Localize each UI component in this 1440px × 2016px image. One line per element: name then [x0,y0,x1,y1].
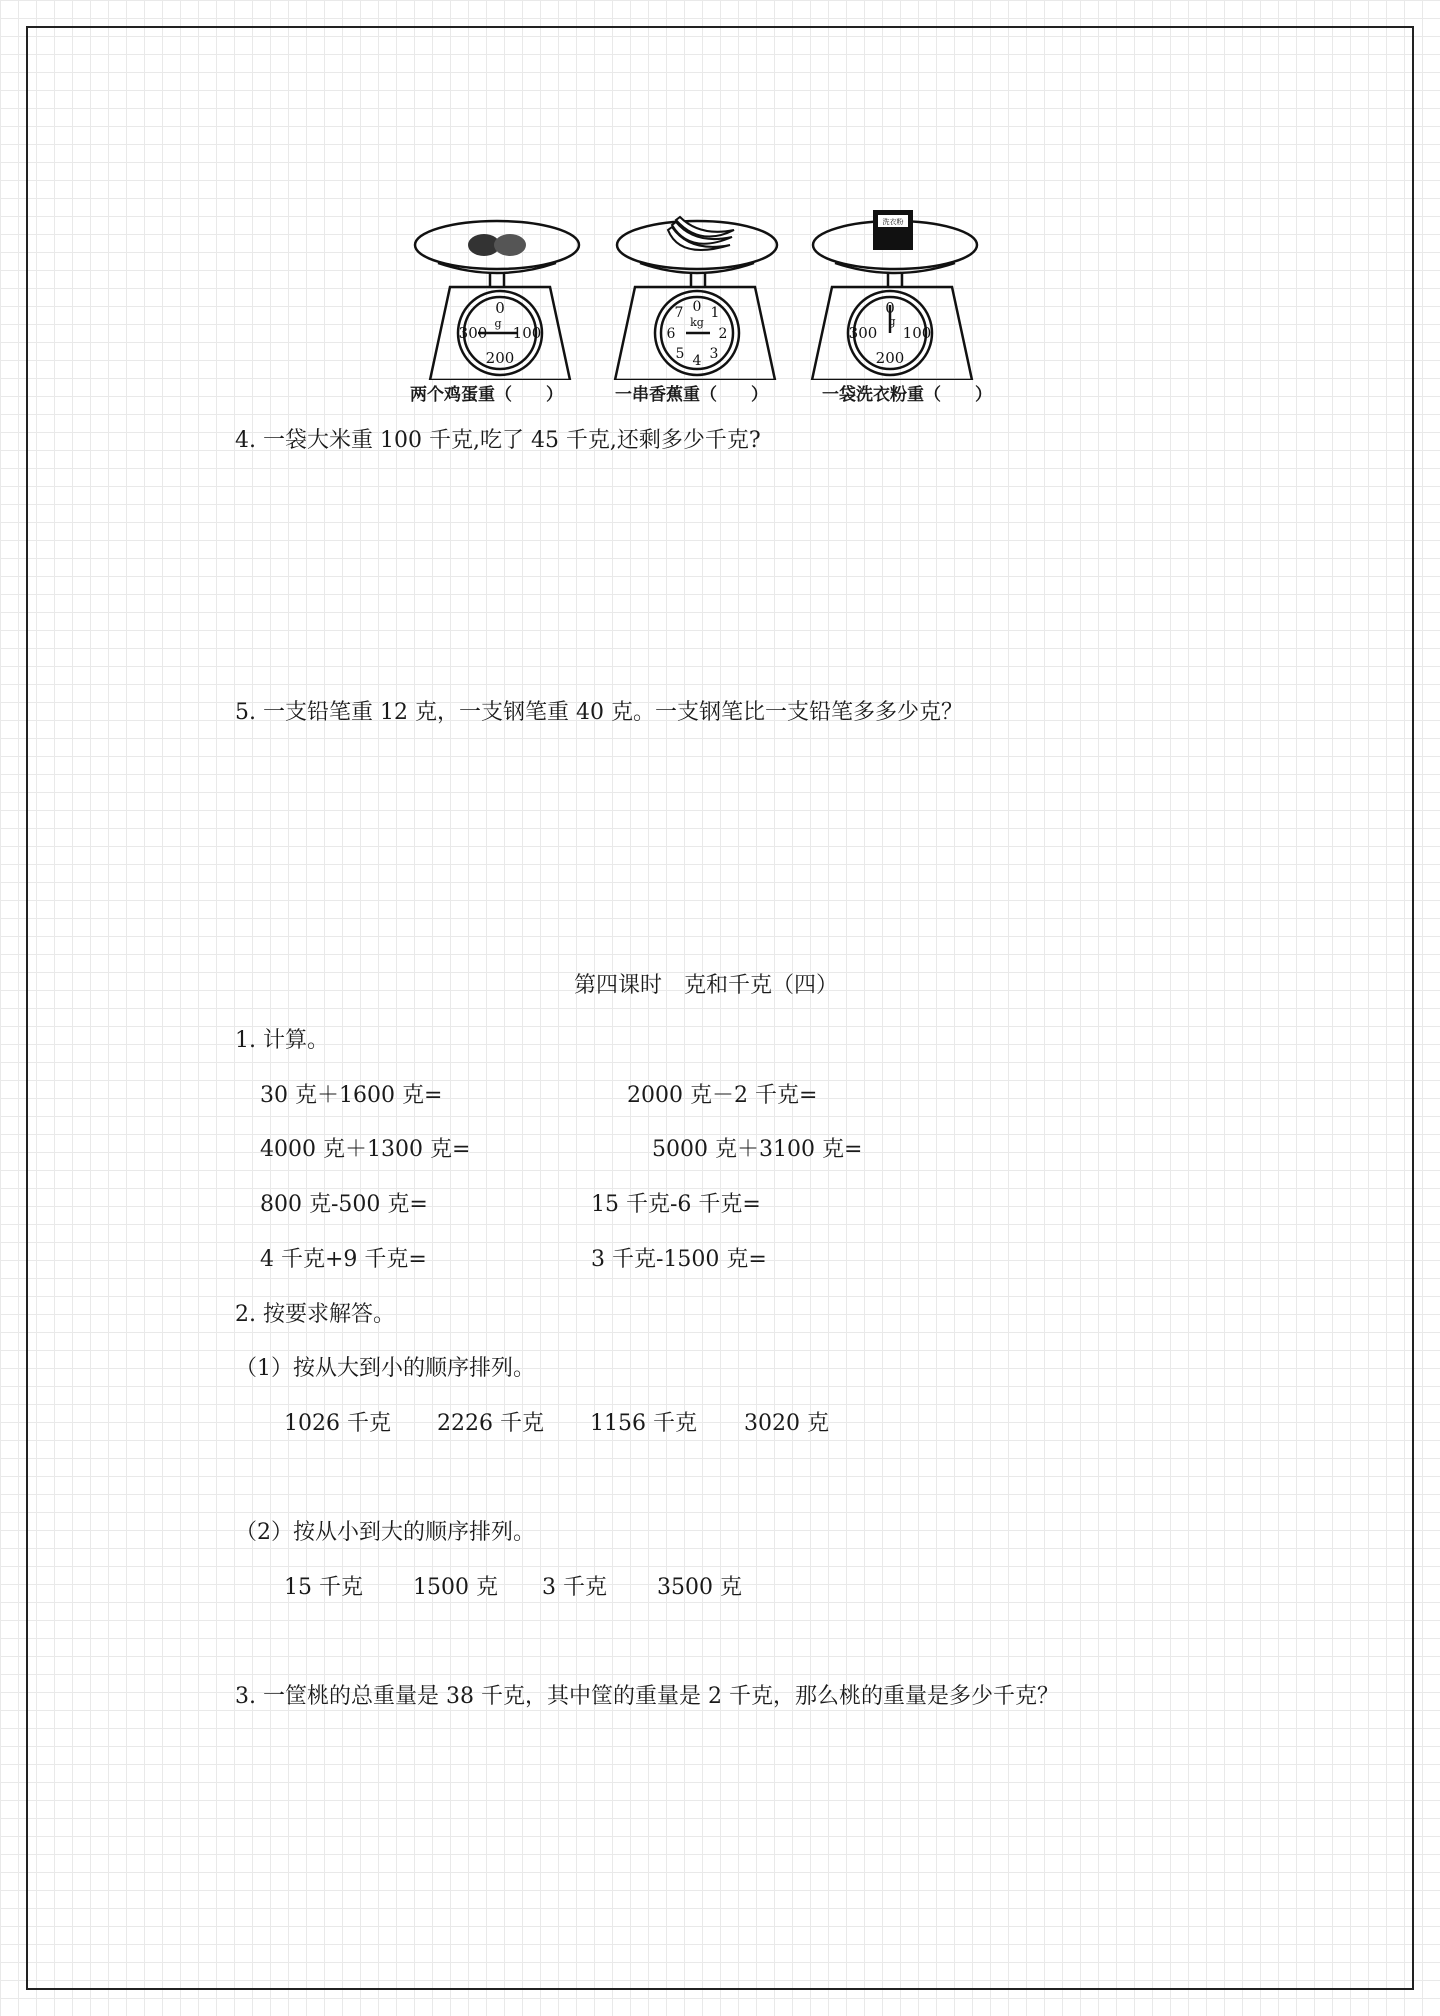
sort-item: 15 千克 [284,1575,363,1600]
dial-label: 4 [692,353,702,369]
sort-item: 3020 克 [744,1411,829,1436]
calc-item: 4 千克+9 千克= [260,1247,427,1272]
dial-label: 300 [458,324,488,342]
calc-item: 30 克＋1600 克= [260,1083,443,1108]
dial-label: 7 [674,305,684,321]
dial-label: 3 [709,346,719,362]
dial-label: 200 [485,349,515,367]
dial-label: 100 [902,324,932,342]
dial-label: 0 [692,299,702,315]
dial-label: 100 [512,324,542,342]
sort-item: 3500 克 [657,1575,742,1600]
question-4: 4. 一袋大米重 100 千克,吃了 45 千克,还剩多少千克? [235,428,761,453]
sort-item: 1026 千克 [284,1411,391,1436]
calc-item: 4000 克＋1300 克= [260,1137,471,1162]
egg-icon [494,234,526,256]
sub2-title: （2）按从小到大的顺序排列。 [235,1520,535,1545]
calc-item: 800 克-500 克= [260,1192,428,1217]
scale-caption-eggs: 两个鸡蛋重（ ） [410,385,563,405]
sub1-title: （1）按从大到小的顺序排列。 [235,1356,535,1381]
dial-label: 6 [666,326,676,342]
sort-item: 2226 千克 [437,1411,544,1436]
scale-caption-detergent: 一袋洗衣粉重（ ） [822,385,992,405]
dial-unit: g [494,317,502,330]
sort-item: 1156 千克 [590,1411,697,1436]
dial-label: 2 [718,326,728,342]
calc-item: 5000 克＋3100 克= [652,1137,863,1162]
sort-item: 3 千克 [542,1575,607,1600]
dial-unit: kg [690,316,704,329]
scales-drawing [410,205,1040,380]
question-3: 3. 一筐桃的总重量是 38 千克，其中筐的重量是 2 千克，那么桃的重量是多少千克？ [235,1684,1059,1709]
dial-unit: g [888,315,896,328]
dial-label: 300 [848,324,878,342]
dial-label: 0 [495,299,505,317]
calc-item: 15 千克-6 千克= [591,1192,761,1217]
sort-item: 1500 克 [413,1575,498,1600]
scales-illustration [410,205,1040,410]
question-5: 5. 一支铅笔重 12 克，一支钢笔重 40 克。一支钢笔比一支铅笔多多少克？ [235,700,963,725]
dial-label: 1 [710,305,720,321]
q1-title: 1. 计算。 [235,1028,329,1053]
dial-label: 5 [675,346,685,362]
dial-label: 0 [885,299,895,317]
lesson-title: 第四课时 克和千克（四） [574,973,839,998]
q2-title: 2. 按要求解答。 [235,1302,395,1327]
calc-item: 2000 克－2 千克= [627,1083,818,1108]
detergent-bag-label: 洗衣粉 [882,218,904,226]
calc-item: 3 千克-1500 克= [591,1247,767,1272]
dial-label: 200 [875,349,905,367]
scale-caption-bananas: 一串香蕉重（ ） [615,385,768,405]
